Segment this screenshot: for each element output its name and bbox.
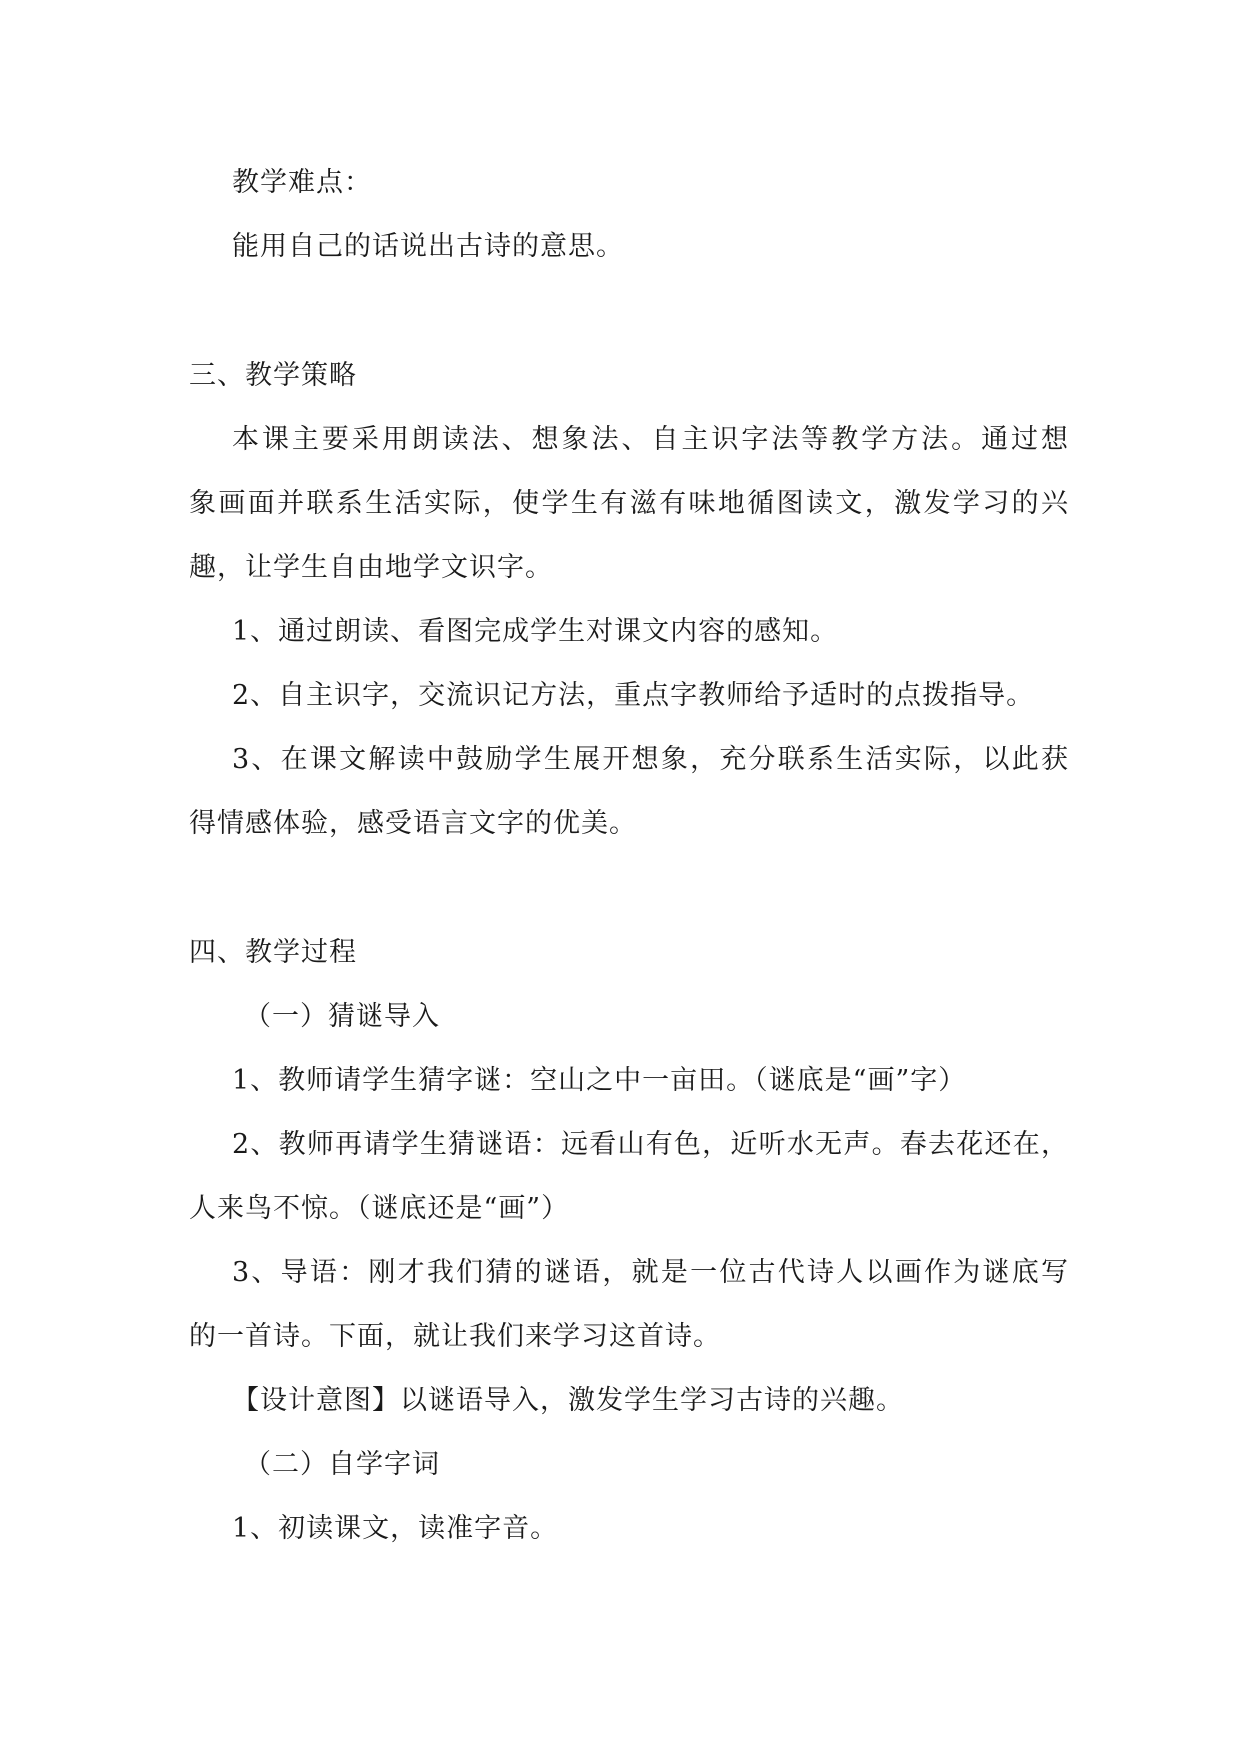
difficulty-heading: 教学难点：	[232, 167, 372, 198]
part1-heading: （一）猜谜导入	[244, 1001, 440, 1032]
strategy-item-1: 1、通过朗读、看图完成学生对课文内容的感知。	[232, 616, 839, 647]
strategy-paragraph-line-2: 象画面并联系生活实际，使学生有滋有味地循图读文，激发学习的兴	[189, 488, 1069, 519]
design-intent: 【设计意图】以谜语导入，激发学生学习古诗的兴趣。	[232, 1385, 904, 1416]
strategy-item-2: 2、自主识字，交流识记方法，重点字教师给予适时的点拨指导。	[232, 680, 1035, 711]
strategy-item-3-line-1: 3、在课文解读中鼓励学生展开想象，充分联系生活实际，以此获	[232, 744, 1069, 775]
difficulty-text: 能用自己的话说出古诗的意思。	[232, 231, 624, 262]
part2-item-1: 1、初读课文，读准字音。	[232, 1513, 559, 1544]
part1-item-2-line-1: 2、教师再请学生猜谜语：远看山有色，近听水无声。春去花还在，	[232, 1129, 1069, 1160]
section4-heading: 四、教学过程	[189, 937, 357, 968]
part1-item-3-line-1: 3、导语：刚才我们猜的谜语，就是一位古代诗人以画作为谜底写	[232, 1257, 1069, 1288]
strategy-item-3-line-2: 得情感体验，感受语言文字的优美。	[189, 808, 637, 839]
part1-item-3-line-2: 的一首诗。下面，就让我们来学习这首诗。	[189, 1321, 721, 1352]
part2-heading: （二）自学字词	[244, 1449, 440, 1480]
strategy-paragraph-line-1: 本课主要采用朗读法、想象法、自主识字法等教学方法。通过想	[232, 424, 1069, 455]
strategy-paragraph-line-3: 趣，让学生自由地学文识字。	[189, 552, 553, 583]
part1-item-1: 1、教师请学生猜字谜：空山之中一亩田。（谜底是“画”字）	[232, 1065, 967, 1096]
part1-item-2-line-2: 人来鸟不惊。（谜底还是“画”）	[189, 1193, 570, 1224]
section3-heading: 三、教学策略	[189, 360, 357, 391]
